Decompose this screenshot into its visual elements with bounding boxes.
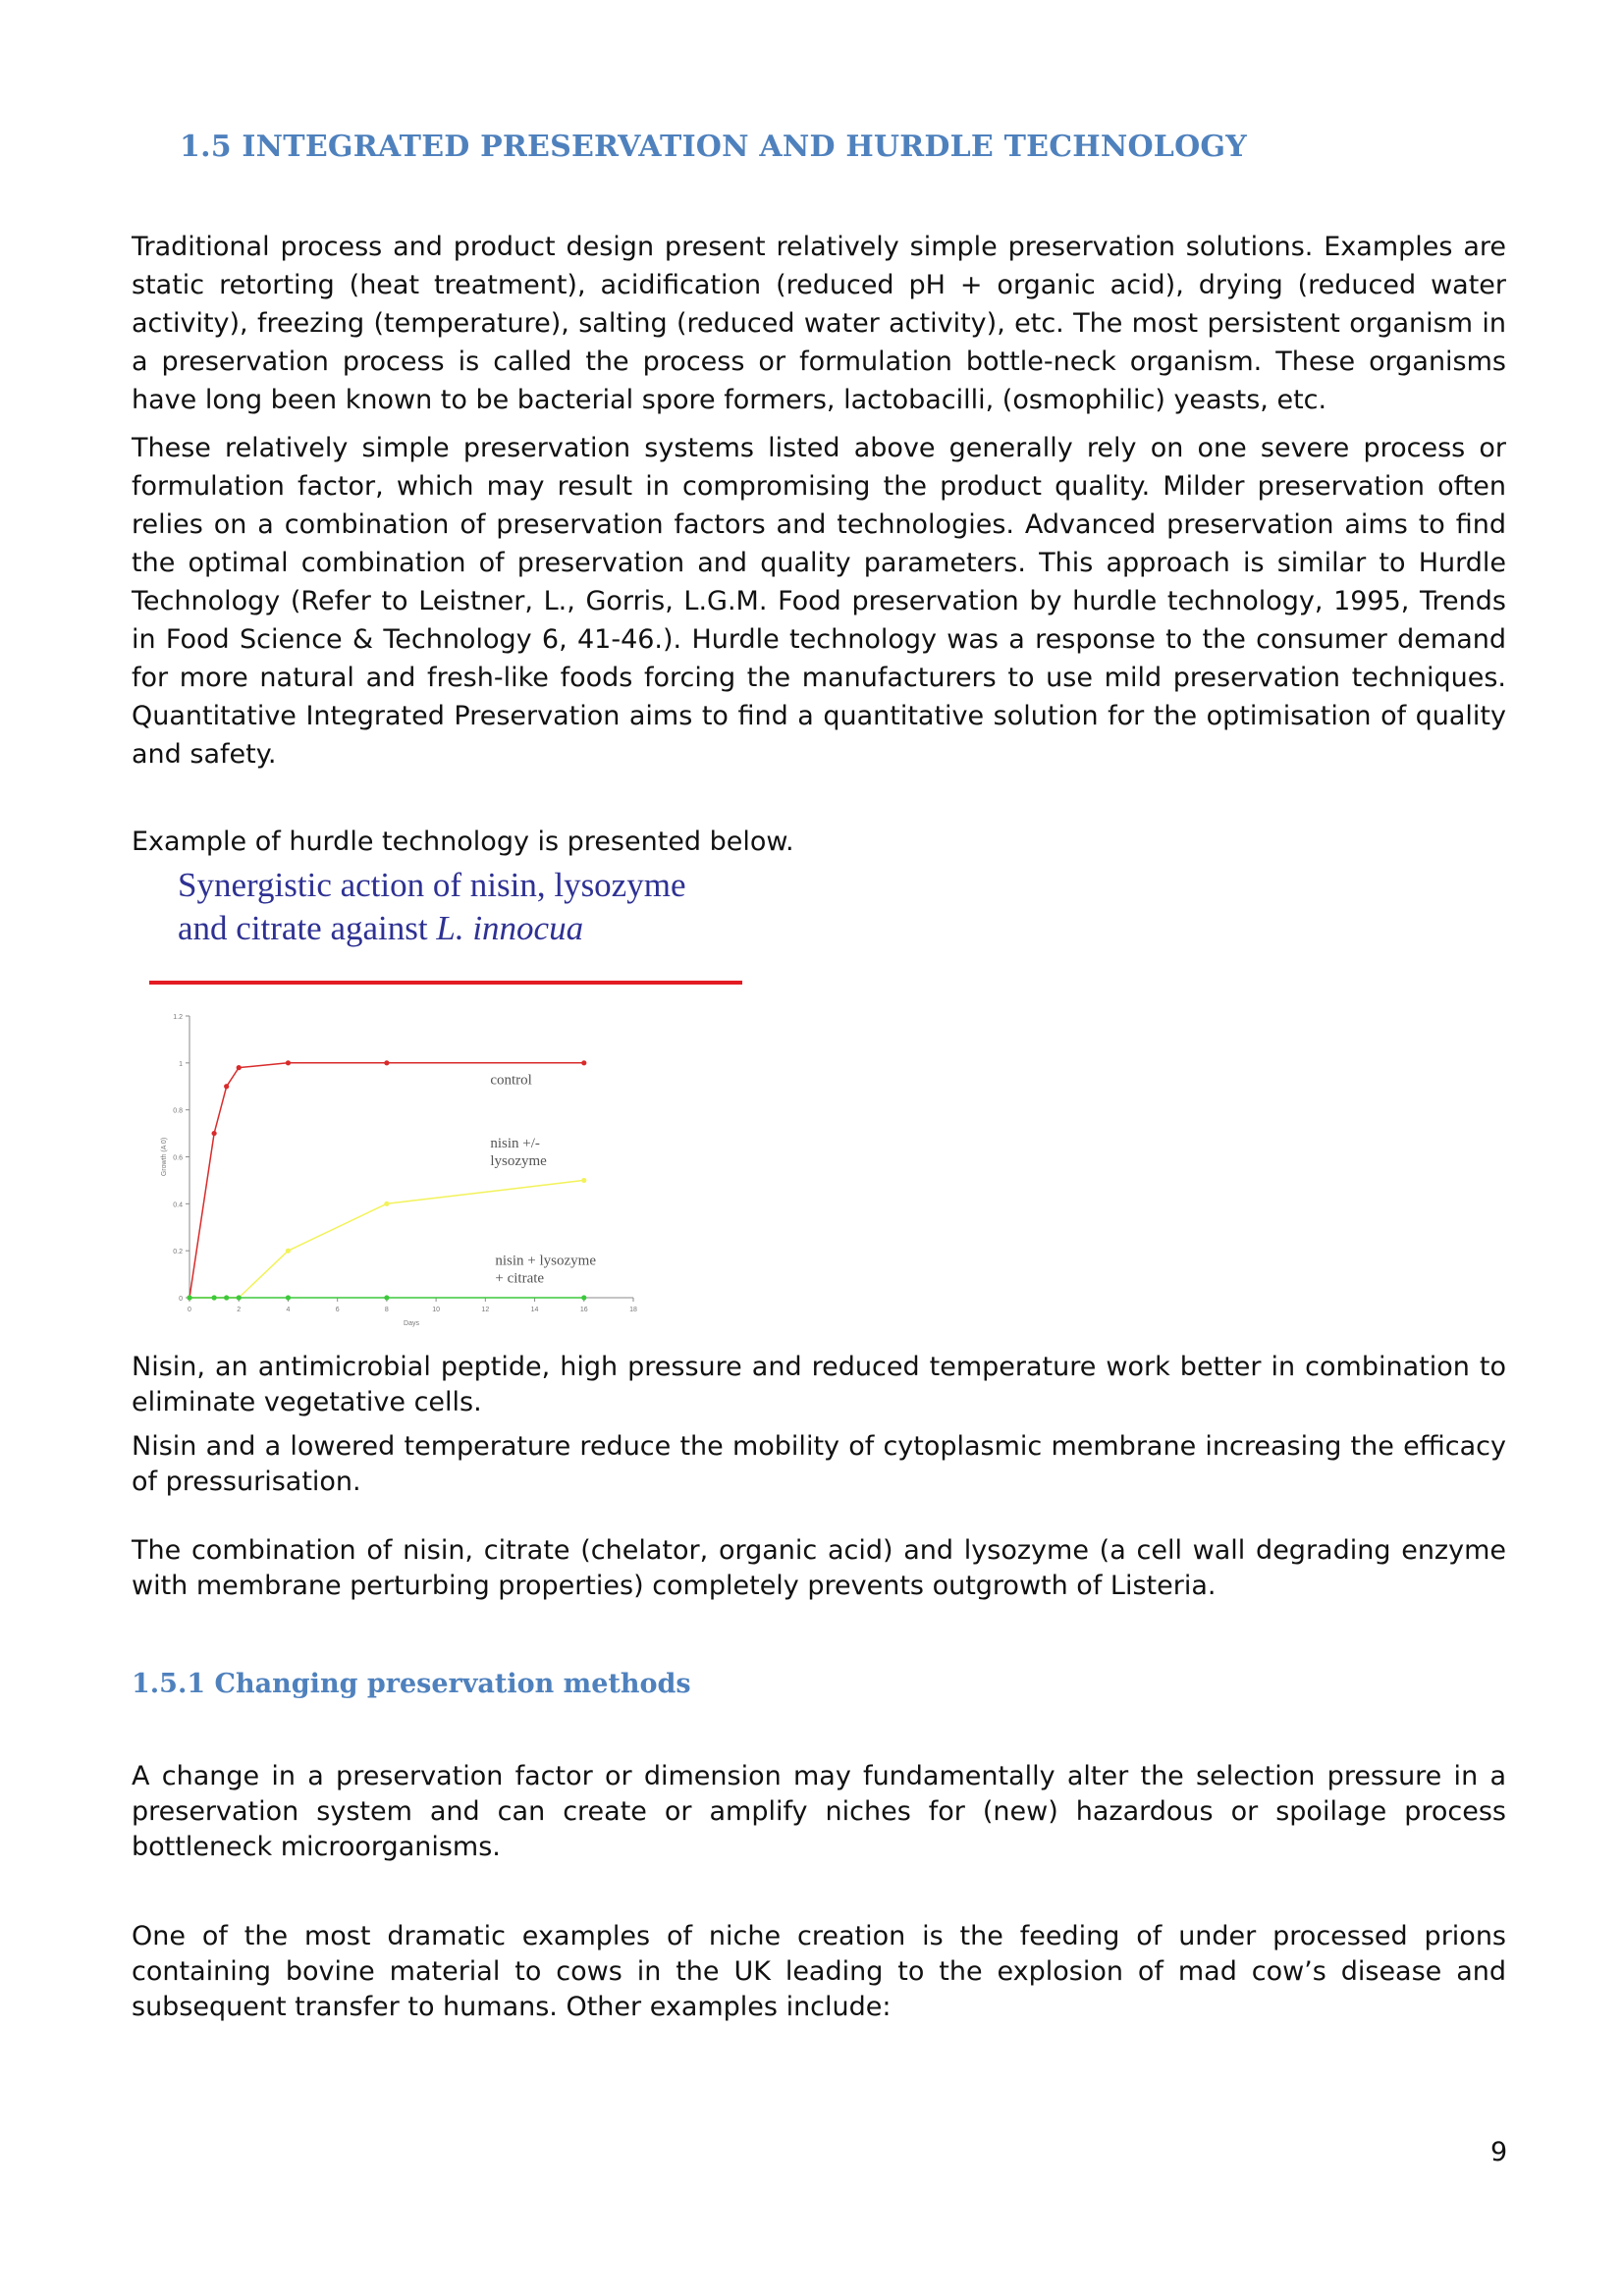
x-axis-label: Days bbox=[404, 1320, 419, 1327]
data-point-control bbox=[286, 1060, 291, 1065]
x-tick-label: 18 bbox=[629, 1307, 637, 1313]
series-label-nisin-lysozyme-citrate: + citrate bbox=[495, 1270, 545, 1287]
data-point-nisin-lysozyme-citrate bbox=[237, 1295, 242, 1300]
data-point-control bbox=[384, 1060, 389, 1065]
data-point-nisin-lysozyme bbox=[384, 1201, 389, 1206]
y-axis-label: Growth (A 0) bbox=[161, 1137, 168, 1177]
paragraph-example-intro: Example of hurdle technology is presented below. bbox=[132, 827, 794, 857]
paragraph-niche-creation: One of the most dramatic examples of niche creation is the feeding of under processed prions containing bovine material to cows in the UK leading to the explosion of mad cow’s disease and subsequent transfer to humans. Other examples include: bbox=[132, 1921, 1506, 2022]
x-tick-label: 12 bbox=[481, 1307, 490, 1313]
x-tick-label: 16 bbox=[579, 1307, 588, 1313]
y-tick-label: 1.2 bbox=[173, 1014, 183, 1021]
section-heading: 1.5 INTEGRATED PRESERVATION AND HURDLE TECHNOLOGY bbox=[180, 130, 1247, 164]
x-tick-label: 4 bbox=[286, 1307, 291, 1313]
figure-title bbox=[178, 864, 685, 950]
series-label-nisin-lysozyme: lysozyme bbox=[490, 1152, 547, 1169]
x-tick-label: 6 bbox=[335, 1307, 340, 1313]
series-label-nisin-lysozyme: nisin +/- bbox=[490, 1135, 540, 1151]
page-number: 9 bbox=[1490, 2137, 1508, 2167]
paragraph-nisin-temperature: Nisin and a lowered temperature reduce the mobility of cytoplasmic membrane increasing the efficacy of pressurisation. bbox=[132, 1431, 1506, 1497]
series-label-control: control bbox=[490, 1072, 532, 1089]
y-tick-label: 1 bbox=[179, 1060, 183, 1068]
data-point-nisin-lysozyme bbox=[581, 1178, 586, 1183]
paragraph-nisin-citrate-lysozyme: The combination of nisin, citrate (chelator, organic acid) and lysozyme (a cell wall degrading enzyme with membrane perturbing properties) completely prevents outgrowth of Listeria. bbox=[132, 1535, 1506, 1601]
data-point-nisin-lysozyme-citrate bbox=[581, 1295, 586, 1300]
x-tick-label: 14 bbox=[530, 1307, 539, 1313]
data-point-control bbox=[581, 1060, 586, 1065]
data-point-control bbox=[224, 1084, 229, 1089]
x-tick-label: 8 bbox=[384, 1307, 389, 1313]
y-tick-label: 0 bbox=[179, 1296, 183, 1303]
x-tick-label: 0 bbox=[188, 1307, 191, 1313]
data-point-control bbox=[212, 1131, 217, 1136]
paragraph-nisin-combination: Nisin, an antimicrobial peptide, high pressure and reduced temperature work better in combination to eliminate vegetative cells. bbox=[132, 1352, 1506, 1417]
data-point-nisin-lysozyme-citrate bbox=[224, 1295, 229, 1300]
data-point-nisin-lysozyme bbox=[286, 1249, 291, 1254]
y-tick-label: 0.4 bbox=[173, 1201, 183, 1209]
data-point-nisin-lysozyme-citrate bbox=[212, 1295, 217, 1300]
data-point-nisin-lysozyme-citrate bbox=[384, 1295, 389, 1300]
data-point-nisin-lysozyme-citrate bbox=[286, 1295, 291, 1300]
y-tick-label: 0.6 bbox=[173, 1154, 183, 1162]
series-label-nisin-lysozyme-citrate: nisin + lysozyme bbox=[495, 1253, 597, 1269]
figure-title-line1: Synergistic action of nisin, lysozyme bbox=[178, 866, 686, 904]
x-tick-label: 2 bbox=[237, 1307, 242, 1313]
y-tick-label: 0.8 bbox=[173, 1107, 183, 1115]
data-point-control bbox=[237, 1065, 242, 1070]
subsection-heading: 1.5.1 Changing preservation methods bbox=[132, 1669, 691, 1699]
x-tick-label: 10 bbox=[432, 1307, 441, 1313]
figure-title-prefix: and citrate against bbox=[178, 909, 437, 947]
data-point-nisin-lysozyme-citrate bbox=[187, 1295, 191, 1300]
paragraph-traditional-preservation: Traditional process and product design present relatively simple preservation solutions. Examples are static retorting (heat treatment), acidification (reduced pH + organic acid), drying (reduced water activity), freezing (temperature), salting (reduced water activity), etc. The most persistent organism in a preservation process is called the process or formulation bottle-neck organism. These organisms have long been known to be bacterial spore formers, lactobacilli, (osmophilic) yeasts, etc. bbox=[132, 232, 1506, 415]
figure-title-rule bbox=[149, 981, 742, 985]
paragraph-hurdle-technology: These relatively simple preservation systems listed above generally rely on one severe process or formulation factor, which may result in compromising the product quality. Milder preservation often relies on a combination of preservation factors and technologies. Advanced preservation aims to find the optimal combination of preservation and quality parameters. This approach is similar to Hurdle Technology (Refer to Leistner, L., Gorris, L.G.M. Food preservation by hurdle technology, 1995, Trends in Food Science & Technology 6, 41-46.). Hurdle technology was a response to the consumer demand for more natural and fresh-like foods forcing the manufacturers to use mild preservation techniques. Quantitative Integrated Preservation aims to find a quantitative solution for the optimisation of quality and safety. bbox=[132, 433, 1506, 770]
y-tick-label: 0.2 bbox=[173, 1249, 183, 1256]
paragraph-changing-factor: A change in a preservation factor or dimension may fundamentally alter the selection pressure in a preservation system and can create or amplify niches for (new) hazardous or spoilage process bottleneck microorganisms. bbox=[132, 1761, 1506, 1862]
growth-chart bbox=[147, 996, 658, 1335]
figure-title-line2 bbox=[178, 907, 685, 950]
figure-title-organism: L. innocua bbox=[436, 909, 584, 947]
